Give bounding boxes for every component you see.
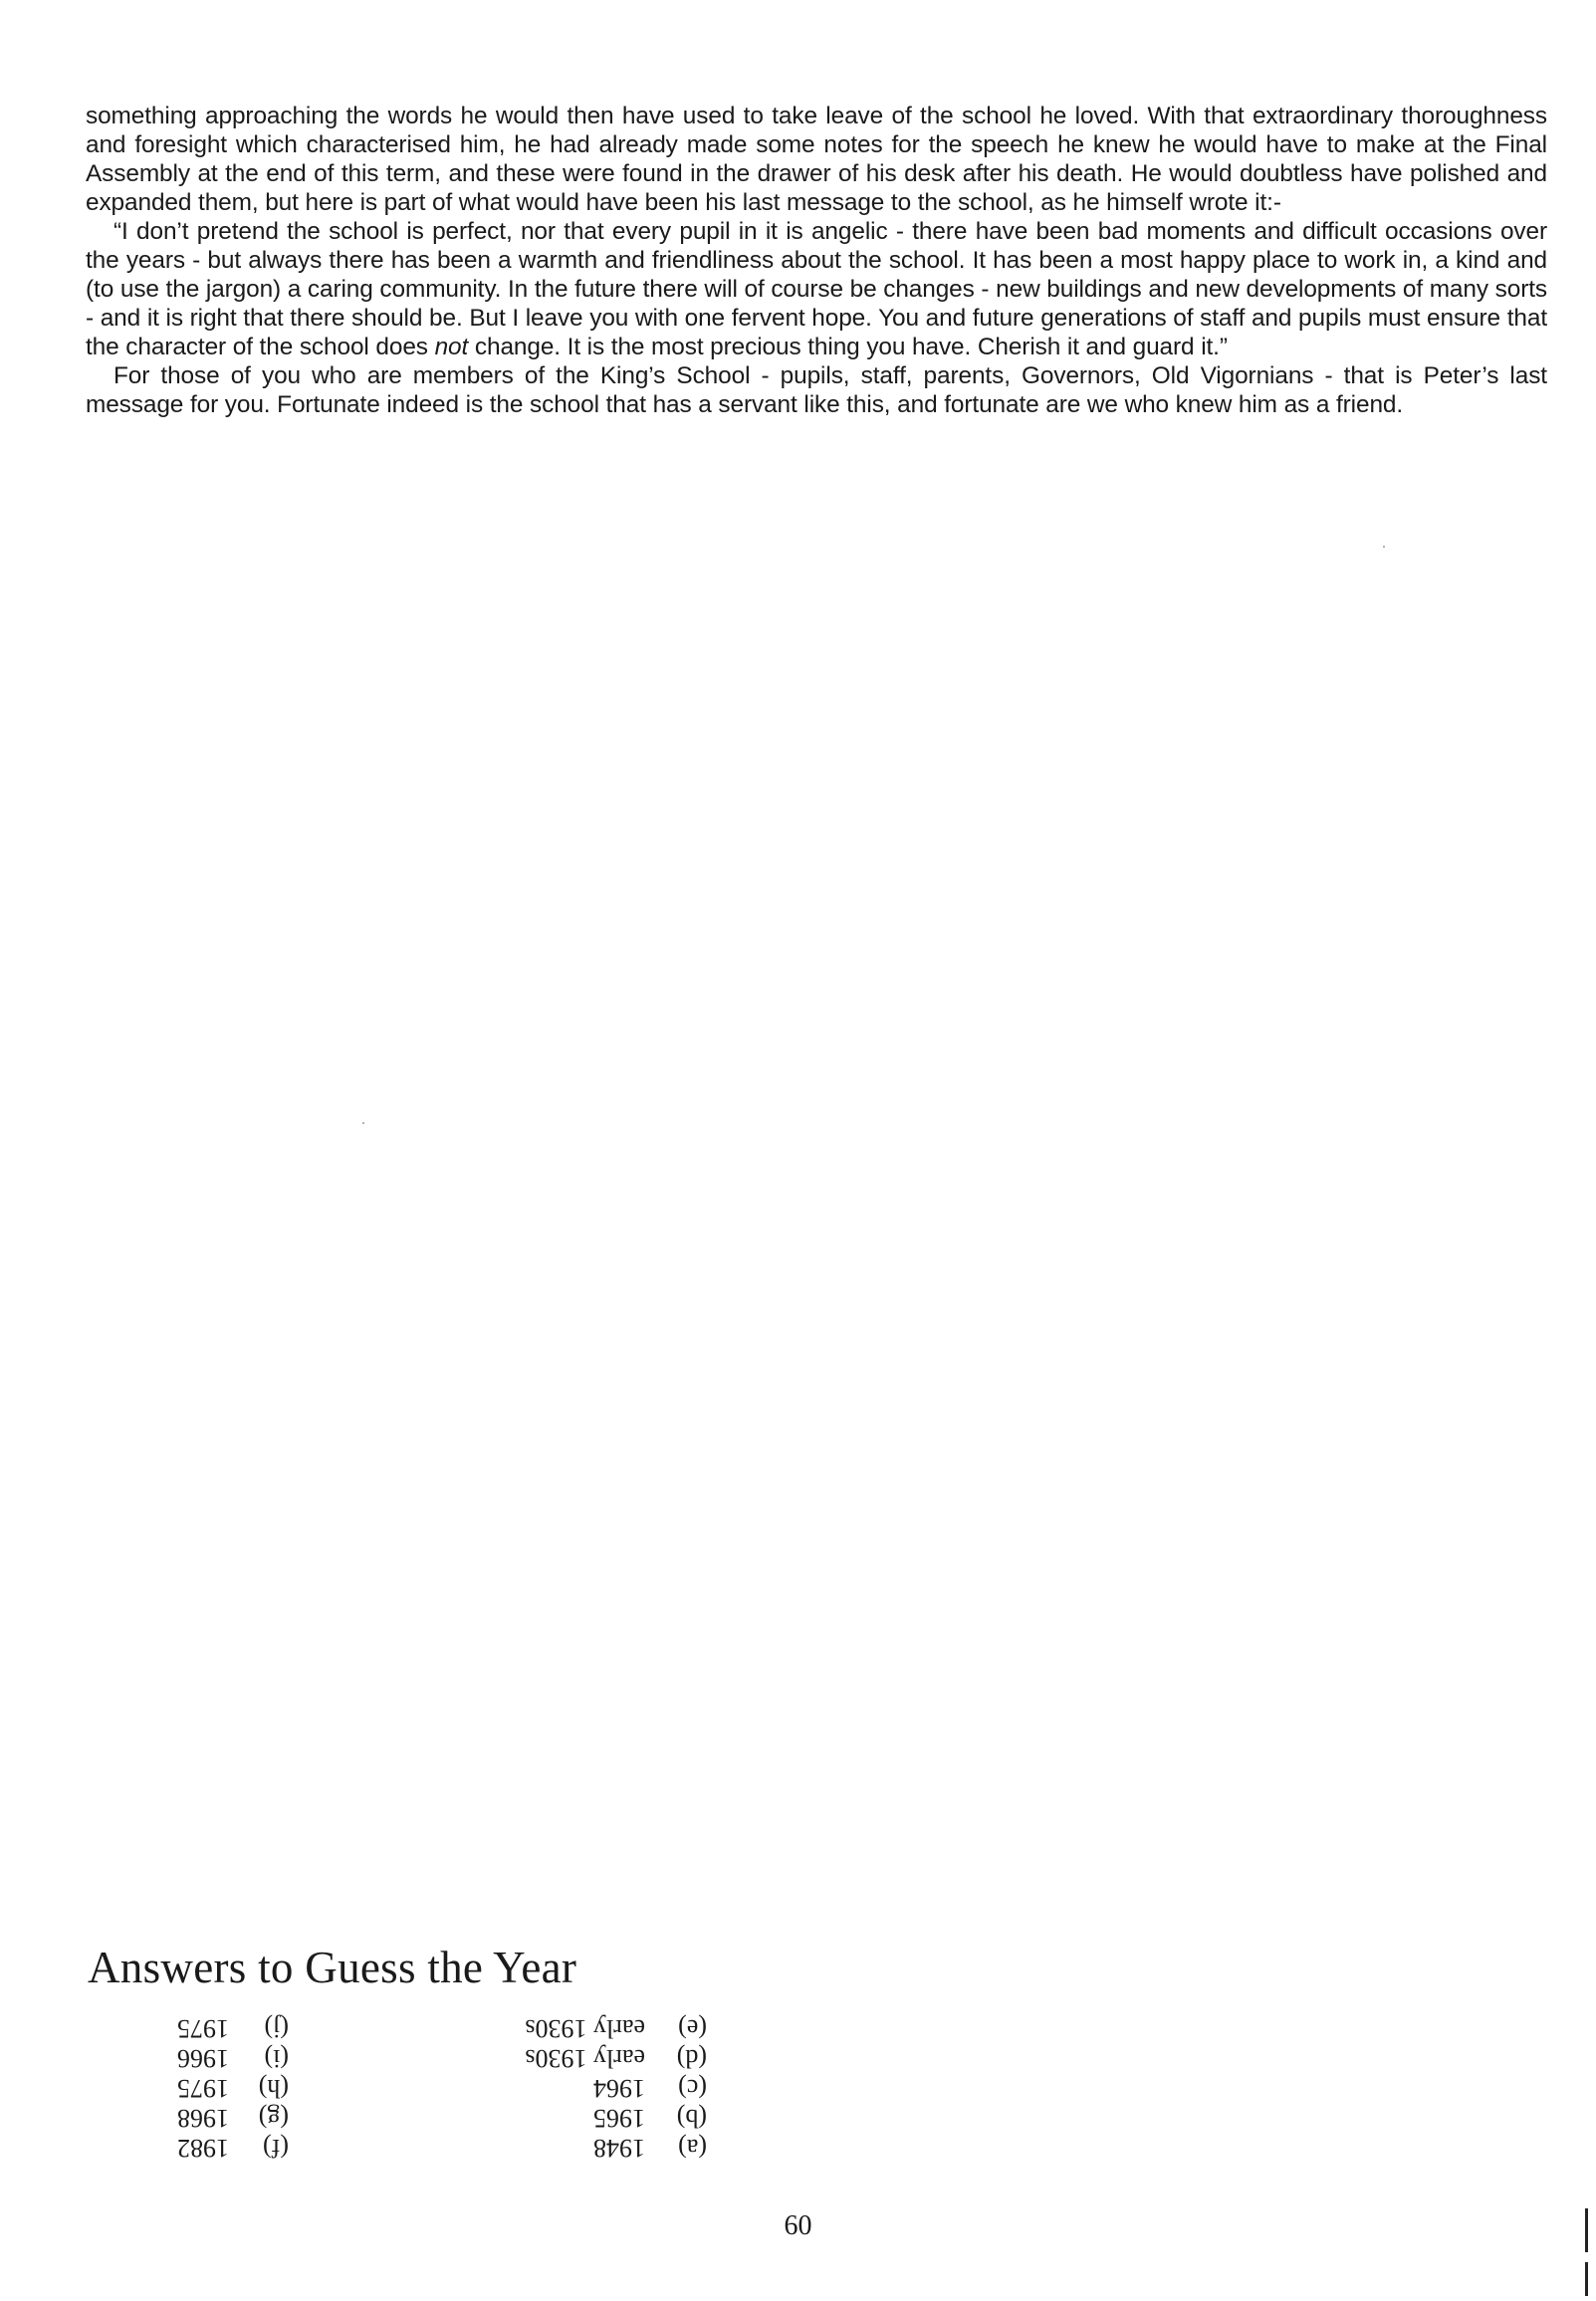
answer-label: (j): [264, 2014, 289, 2043]
answer-label: (g): [258, 2104, 289, 2133]
answer-row: [348, 2013, 707, 2043]
answer-year: 1966: [177, 2044, 229, 2073]
answer-row: [348, 2073, 707, 2103]
margin-mark: [1585, 2262, 1588, 2296]
answer-label: (b): [676, 2104, 707, 2133]
answer-row: [139, 2073, 289, 2103]
answer-row: [348, 2043, 707, 2073]
article-paragraph: For those of you who are members of the King’s School - pupils, staff, parents, Governors, Old Vigornians - that is Peter’s last message for you. Fortunate indeed is the school that has a servant like this, and fortunate are we who knew him as a friend.: [86, 362, 1547, 418]
article-body: [86, 102, 1547, 419]
answer-row: [139, 2043, 289, 2073]
answer-year: early 1930s: [525, 2044, 645, 2073]
answers-column-right: [348, 2013, 707, 2163]
margin-mark: [1585, 2208, 1588, 2252]
answer-row: [139, 2013, 289, 2043]
answers-heading: Answers to Guess the Year: [88, 1943, 577, 1992]
answer-label: (h): [258, 2074, 289, 2103]
quote-text-end: change. It is the most precious thing you have. Cherish it and guard it.”: [468, 334, 1228, 360]
answer-label: (a): [678, 2134, 707, 2163]
answer-year: early 1930s: [525, 2014, 645, 2043]
answer-row: [139, 2103, 289, 2133]
answer-year: 1964: [593, 2074, 645, 2103]
page-number: 60: [784, 2210, 812, 2241]
answer-label: (c): [678, 2074, 707, 2103]
answer-row: [139, 2133, 289, 2163]
answer-row: [348, 2103, 707, 2133]
article-paragraph: something approaching the words he would then have used to take leave of the school he loved. With that extraordinary thoroughness and foresight which characterised him, he had already made some notes for the speech he knew he would have to make at the Final Assembly at the end of this term, and these were found in the drawer of his desk after his death. He would doubtless have polished and expanded them, but here is part of what would have been his last message to the school, as he himself wrote it:-: [86, 103, 1547, 216]
answer-label: (e): [678, 2014, 707, 2043]
answer-row: [348, 2133, 707, 2163]
answers-column-left: [139, 2013, 289, 2163]
answer-year: 1968: [177, 2104, 229, 2133]
answer-year: 1975: [177, 2014, 229, 2043]
scan-speck: [362, 1122, 364, 1124]
answer-year: 1965: [593, 2104, 645, 2133]
answer-label: (f): [263, 2134, 289, 2163]
article-paragraph-quote: [86, 217, 1547, 361]
scan-speck: [1383, 546, 1385, 548]
quote-text-start: “I don’t pretend the school is perfect, nor that every pupil in it is angelic - there have been bad moments and difficult occasions over the years - but always there has been a warmth and friendliness about the school. It has been a most happy place to work in, a kind and (to use the jargon) a caring community. In the future there will of course be changes - new buildings and new developments of many sorts - and it is right that there should be. But I leave you with one fervent hope. You and future generations of staff and pupils must ensure that the character of the school does: [86, 218, 1547, 360]
answer-label: (d): [676, 2044, 707, 2073]
answer-year: 1948: [593, 2134, 645, 2163]
answer-year: 1982: [177, 2134, 229, 2163]
answer-year: 1975: [177, 2074, 229, 2103]
quote-emphasis: not: [434, 334, 469, 360]
answer-label: (i): [264, 2044, 289, 2073]
